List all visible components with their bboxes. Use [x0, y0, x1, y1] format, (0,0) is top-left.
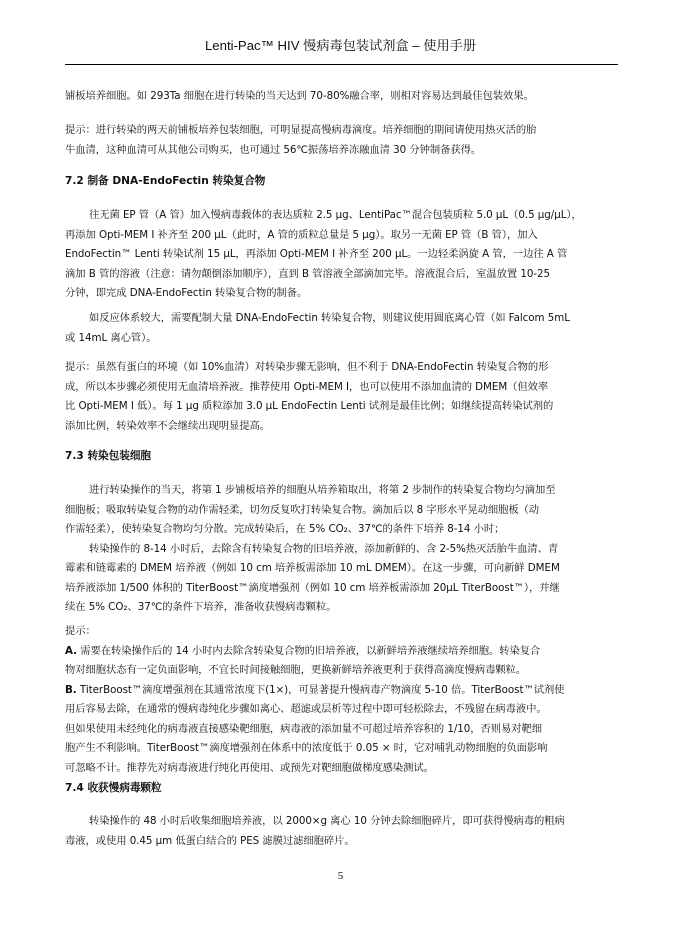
paragraph-line: 毒液，或使用 0.45 μm 低蛋白结合的 PES 滤膜过滤细胞碎片。: [65, 834, 355, 847]
tip-line: 可忽略不计。推荐先对病毒液进行纯化再使用、或预先对靶细胞做梯度感染测试。: [65, 761, 434, 774]
tip-line: 比 Opti-MEM I 低）。每 1 μg 质粒添加 3.0 μL EndoFectin Lenti 试剂是最佳比例；如继续提高转染试剂的: [65, 400, 554, 412]
paragraph-line: 再添加 Opti-MEM I 补齐至 200 μL（此时，A 管的质粒总量是 5 μg）。取另一无菌 EP 管（B 管），加入: [65, 228, 538, 241]
tip-a-text: 需要在转染操作后的 14 小时内去除含转染复合物的旧培养液，以新鲜培养液继续培养细胞。转染复合: [76, 644, 541, 657]
paragraph-line: 转染操作的 48 小时后收集细胞培养液，以 2000×g 离心 10 分钟去除细胞碎片，即可获得慢病毒的粗病: [89, 815, 565, 827]
tip-line: 成，所以本步骤必须使用无血清培养液。推荐使用 Opti-MEM I，也可以使用不添加血清的 DMEM（但效率: [65, 380, 549, 393]
section-7-3-paragraph-1: [65, 481, 619, 540]
tip-line: 提示：进行转染的两天前铺板培养包装细胞，可明显提高慢病毒滴度。培养细胞的期间请使用热灭活的胎: [65, 124, 537, 136]
tip-a-marker: A.: [65, 644, 77, 657]
paragraph-line: 细胞板；吸取转染复合物的动作需轻柔，切勿反复吹打转染复合物。滴加后以 8 字形水平晃动细胞板（动: [65, 503, 540, 516]
tip-line: 用后容易去除，在通常的慢病毒纯化步骤如离心、超滤或层析等过程中即可轻松除去，不残留在病毒液中。: [65, 703, 547, 715]
section-7-2-paragraph-1: [65, 206, 619, 304]
tip-line: 但如果使用未经纯化的病毒液直接感染靶细胞，病毒液的添加量不可超过培养容积的 1/10，否则易对靶细: [65, 722, 543, 735]
section-7-3-paragraph-2: [65, 540, 619, 618]
paragraph-line: 滴加 B 管的溶液（注意：请勿颠倒添加顺序），直到 B 管溶液全部滴加完毕。溶液混合后，室温放置 10-25: [65, 267, 551, 280]
paragraph-line: 或 14mL 离心管）。: [65, 331, 157, 344]
header-divider: [65, 64, 618, 65]
intro-line: 铺板培养细胞。如 293Ta 细胞在进行转染的当天达到 70-80%融合率，则相对容易达到最佳包装效果。: [65, 90, 534, 102]
tip-paragraph-culture: [65, 121, 619, 160]
tip-b-marker: B.: [65, 683, 77, 696]
section-heading-7-2: 7.2 制备 DNA-EndoFectin 转染复合物: [65, 175, 266, 187]
tip-line: 胞产生不利影响。TiterBoost™滴度增强剂在体系中的浓度低于 0.05 × 时，它对哺乳动物细胞的负面影响: [65, 742, 548, 754]
section-heading-7-4: 7.4 收获慢病毒颗粒: [65, 782, 162, 794]
tip-line: 提示：虽然有蛋白的环境（如 10%血清）对转染步骤无影响，但不利于 DNA-EndoFectin 转染复合物的形: [65, 361, 549, 373]
paragraph-line: EndoFectin™ Lenti 转染试剂 15 μL，再添加 Opti-MEM I 补齐至 200 μL。一边轻柔涡旋 A 管，一边往 A 管: [65, 248, 568, 260]
intro-paragraph: [65, 87, 619, 107]
tip-line: 牛血清，这种血清可从其他公司购买，也可通过 56℃振荡培养冻融血清 30 分钟制备获得。: [65, 143, 482, 156]
section-7-4-paragraph-1: [65, 812, 619, 851]
paragraph-line: 作需轻柔），使转染复合物均匀分散。完成转染后，在 5% CO₂、37℃的条件下培养 8-14 小时；: [65, 523, 505, 535]
section-heading-7-3: 7.3 转染包装细胞: [65, 450, 152, 462]
tip-b-line: [65, 681, 619, 701]
tip-label: 提示：: [65, 625, 96, 637]
tip-line: 添加比例，转染效率不会继续出现明显提高。: [65, 419, 270, 432]
tip-line: 物对细胞状态有一定负面影响，不宜长时间接触细胞，更换新鲜培养液更利于获得高滴度慢病毒颗粒。: [65, 664, 527, 676]
paragraph-line: 续在 5% CO₂、37℃的条件下培养，准备收获慢病毒颗粒。: [65, 601, 337, 613]
tip-b-text: TiterBoost™滴度增强剂在其通常浓度下(1×)，可显著提升慢病毒产物滴度 5-10 倍。TiterBoost™试剂使: [76, 683, 565, 696]
paragraph-line: 霉素和链霉素的 DMEM 培养液（例如 10 cm 培养板需添加 10 mL DMEM）。在这一步骤，可向新鲜 DMEM: [65, 562, 560, 574]
paragraph-line: 培养液添加 1/500 体积的 TiterBoost™滴度增强剂（例如 10 cm 培养板需添加 20μL TiterBoost™），并继: [65, 581, 560, 594]
paragraph-line: 进行转染操作的当天，将第 1 步铺板培养的细胞从培养箱取出，将第 2 步制作的转染复合物均匀滴加至: [89, 484, 556, 496]
tip-a-line: [65, 642, 619, 662]
paragraph-line: 分钟，即完成 DNA-EndoFectin 转染复合物的制备。: [65, 287, 308, 299]
page-number: 5: [337, 870, 344, 882]
paragraph-line: 如反应体系较大，需要配制大量 DNA-EndoFectin 转染复合物，则建议使用圆底离心管（如 Falcom 5mL: [89, 312, 570, 324]
paragraph-line: 转染操作的 8-14 小时后，去除含有转染复合物的旧培养液，添加新鲜的、含 2-5%热灭活胎牛血清、青: [89, 542, 559, 555]
section-7-2-tip: [65, 358, 619, 436]
paragraph-line: 往无菌 EP 管（A 管）加入慢病毒载体的表达质粒 2.5 μg、LentiPac™混合包装质粒 5.0 μL（0.5 μg/μL），: [89, 209, 582, 221]
page-header-title: Lenti-Pac™ HIV 慢病毒包装试剂盒 – 使用手册: [204, 38, 477, 53]
section-7-3-tip: [65, 622, 619, 778]
section-7-2-paragraph-2: [65, 309, 619, 348]
